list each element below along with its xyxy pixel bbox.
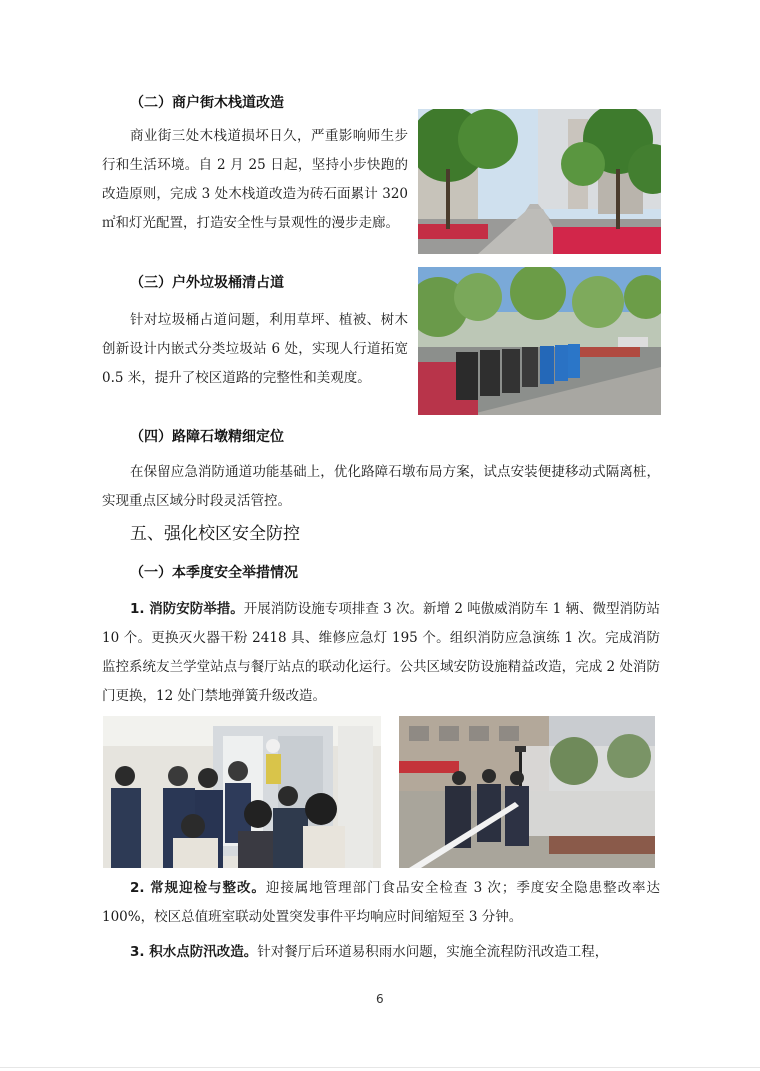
section-3-heading: （三）户外垃圾桶清占道 [130, 275, 284, 291]
section-3-body: 针对垃圾桶占道问题，利用草坪、植被、树木创新设计内嵌式分类垃圾站 6 处，实现人行道拓宽 0.5 米，提升了校区道路的完整性和美观度。 [102, 312, 408, 386]
page-bottom-divider [0, 1067, 760, 1068]
item-3-paragraph [102, 938, 660, 967]
item-1-title: 1. 消防安防举措。 [130, 601, 244, 617]
item-2-paragraph [102, 874, 660, 932]
fire-drill-indoor-photo [103, 716, 381, 868]
part-5-heading: 五、强化校区安全防控 [130, 524, 300, 544]
section-2-heading: （二）商户街木栈道改造 [130, 95, 284, 111]
walkway-photo [418, 109, 661, 254]
item-2-body: 迎接属地管理部门食品安全检查 3 次；季度安全隐患整改率达 100%，校区总值班室联动处置突发事件平均响应时间缩短至 3 分钟。 [102, 880, 660, 925]
section-4-body: 在保留应急消防通道功能基础上，优化路障石墩布局方案，试点安装便捷移动式隔离桩，实现重点区域分时段灵活管控。 [102, 464, 660, 509]
item-3-title: 3. 积水点防汛改造。 [130, 944, 258, 960]
section-4-heading: （四）路障石墩精细定位 [130, 429, 284, 445]
item-1-body: 开展消防设施专项排查 3 次。新增 2 吨傲威消防车 1 辆、微型消防站 10 个。更换灭火器干粉 2418 具、维修应急灯 195 个。组织消防应急演练 1 次。完成消防监控系统友兰学堂站点与餐厅站点的联动化运行。公共区域安防设施精益改造，完成 2 处消防门更换，12 处门禁地弹簧升级改造。 [102, 601, 660, 704]
item-3-body: 针对餐厅后环道易积雨水问题，实施全流程防汛改造工程， [257, 944, 609, 960]
fire-drill-outdoor-photo [399, 716, 655, 868]
item-1-paragraph [102, 595, 660, 711]
trash-station-photo [418, 267, 661, 415]
section-2-body: 商业街三处木栈道损坏日久，严重影响师生步行和生活环境。自 2 月 25 日起，坚持小步快跑的改造原则，完成 3 处木栈道改造为砖石面累计 320 ㎡和灯光配置，打造安全性与景观性的漫步走廊。 [102, 128, 408, 231]
part-5-subheading-1: （一）本季度安全举措情况 [130, 565, 298, 581]
page-number: 6 [376, 992, 384, 1006]
item-2-title: 2. 常规迎检与整改。 [130, 880, 266, 896]
